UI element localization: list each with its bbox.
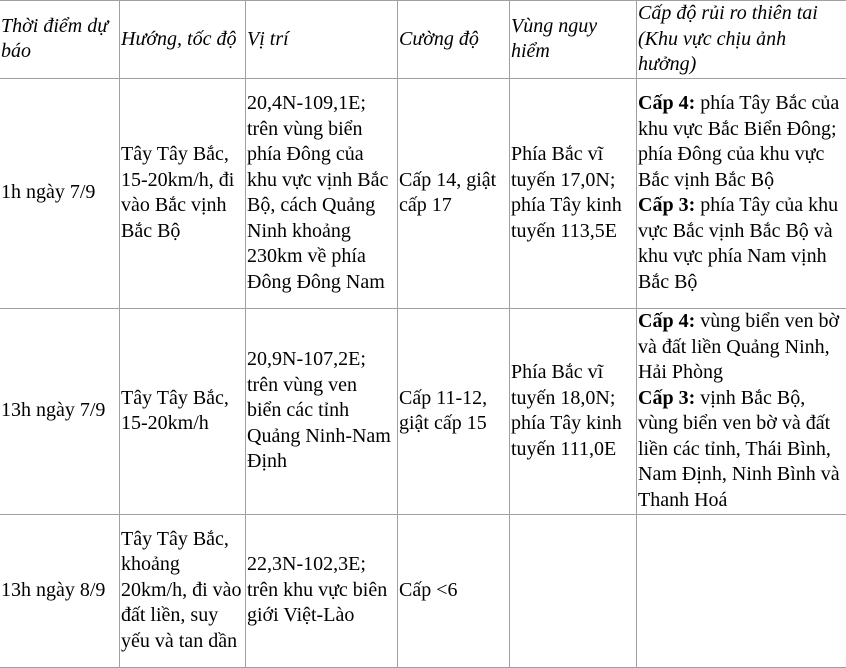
table-header-row: [0, 1, 846, 79]
risk-level-entry: [638, 386, 845, 514]
risk-level-entry: [638, 309, 845, 386]
risk-level-label: Cấp 3:: [638, 386, 696, 409]
table-row: [0, 308, 846, 514]
cell-direction-speed: Tây Tây Bắc, khoảng 20km/h, đi vào đất liền, suy yếu và tan dần: [120, 514, 246, 667]
header-intensity: Cường độ: [398, 1, 510, 79]
cell-forecast-time: 13h ngày 8/9: [0, 514, 120, 667]
cell-position: 22,3N-102,3E; trên khu vực biên giới Việt-Lào: [246, 514, 398, 667]
cell-intensity: Cấp 11-12, giật cấp 15: [398, 308, 510, 514]
header-danger-zone: Vùng nguy hiểm: [510, 1, 637, 79]
cell-danger-zone: [510, 514, 637, 667]
table-row: [0, 78, 846, 308]
risk-level-area: vịnh Bắc Bộ, vùng biển ven bờ và đất liền các tỉnh, Thái Bình, Nam Định, Ninh Bình và Thanh Hoá: [638, 386, 840, 511]
cell-direction-speed: Tây Tây Bắc, 15-20km/h: [120, 308, 246, 514]
risk-level-label: Cấp 3:: [638, 194, 696, 216]
header-risk-level: Cấp độ rủi ro thiên tai (Khu vực chịu ảnh hưởng): [637, 1, 846, 79]
risk-level-entry: [638, 193, 845, 295]
risk-level-area: phía Tây Bắc của khu vực Bắc Biển Đông; phía Đông của khu vực Bắc vịnh Bắc Bộ: [638, 92, 840, 191]
cell-risk-level: [637, 78, 846, 308]
cell-risk-level: [637, 514, 846, 667]
cell-intensity: Cấp 14, giật cấp 17: [398, 78, 510, 308]
risk-level-label: Cấp 4:: [638, 92, 696, 114]
cell-risk-level: [637, 308, 846, 514]
cell-forecast-time: 1h ngày 7/9: [0, 78, 120, 308]
header-direction-speed: Hướng, tốc độ: [120, 1, 246, 79]
table-row: [0, 514, 846, 667]
risk-level-area: phía Tây của khu vực Bắc vịnh Bắc Bộ và khu vực phía Nam vịnh Bắc Bộ: [638, 194, 839, 293]
header-position: Vị trí: [246, 1, 398, 79]
cell-forecast-time: 13h ngày 7/9: [0, 308, 120, 514]
cell-position: 20,9N-107,2E; trên vùng ven biển các tỉnh Quảng Ninh-Nam Định: [246, 308, 398, 514]
cell-danger-zone: Phía Bắc vĩ tuyến 18,0N; phía Tây kinh tuyến 111,0E: [510, 308, 637, 514]
risk-level-area: vùng biển ven bờ và đất liền Quảng Ninh, Hải Phòng: [638, 310, 840, 383]
cell-danger-zone: Phía Bắc vĩ tuyến 17,0N; phía Tây kinh tuyến 113,5E: [510, 78, 637, 308]
risk-level-label: Cấp 4:: [638, 310, 696, 332]
cell-intensity: Cấp <6: [398, 514, 510, 667]
cell-direction-speed: Tây Tây Bắc, 15-20km/h, đi vào Bắc vịnh Bắc Bộ: [120, 78, 246, 308]
cell-position: 20,4N-109,1E; trên vùng biển phía Đông của khu vực vịnh Bắc Bộ, cách Quảng Ninh khoảng 230km về phía Đông Đông Nam: [246, 78, 398, 308]
header-forecast-time: Thời điểm dự báo: [0, 1, 120, 79]
risk-level-entry: [638, 91, 845, 193]
